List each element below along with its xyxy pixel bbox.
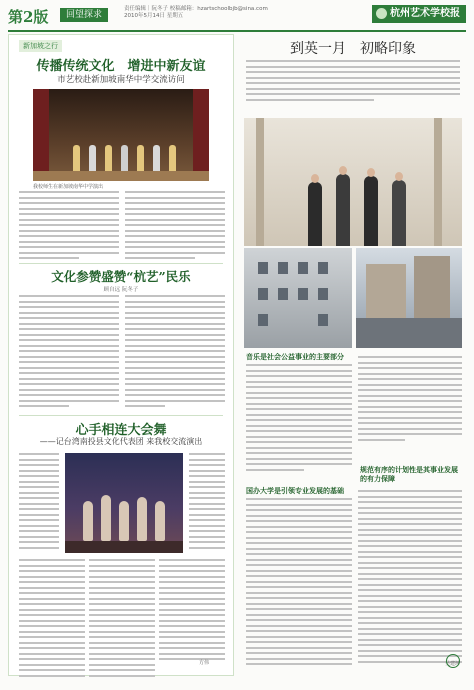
dance-performance-photo [65, 453, 183, 553]
person-head [311, 174, 319, 183]
performer [73, 145, 80, 171]
person-head [395, 172, 403, 181]
street [356, 318, 462, 348]
pillar [434, 118, 442, 246]
dancer [101, 495, 111, 541]
meta-editor: 责任编辑｜阮冬子 校稿邮箱：hzartschoolbjb@sina.com [124, 6, 268, 12]
building [366, 264, 406, 318]
masthead [8, 4, 466, 32]
pillar [256, 118, 264, 246]
section2-body [246, 498, 352, 669]
window [278, 288, 288, 300]
person [392, 180, 406, 246]
right-column [240, 34, 466, 674]
article1-headline: 传播传统文化 增进中新友谊 [36, 59, 206, 74]
curtain-right [193, 89, 209, 181]
person [336, 174, 350, 246]
group-photo [244, 118, 462, 246]
article3-body-col3 [159, 559, 225, 664]
section1-body-col1 [246, 364, 352, 474]
window [318, 314, 328, 326]
article2-headline: 文化参赞盛赞“杭艺”民乐 [51, 269, 191, 284]
window [298, 262, 308, 274]
article-divider [19, 263, 223, 264]
section1-title: 音乐是社会公益事业的主要部分 [246, 353, 344, 361]
section3-title: 规范有序的计划性是其事业发展的有力保障 [360, 466, 458, 483]
stage-floor [33, 171, 209, 181]
paper-brand [372, 5, 466, 23]
article2-body-col2 [125, 295, 225, 411]
section1-body-col2 [358, 356, 462, 444]
section2-title: 国办大学是引领专业发展的基础 [246, 487, 344, 495]
person [308, 182, 322, 246]
performer [105, 145, 112, 171]
article-divider [19, 415, 223, 416]
feature-intro [246, 60, 460, 104]
article1-subhead: 市艺校赴新加坡南华中学交流访问 [57, 75, 185, 85]
performer [169, 145, 176, 171]
person-head [339, 166, 347, 175]
article2-body-col1 [19, 295, 119, 411]
window [278, 262, 288, 274]
stage-floor [65, 541, 183, 553]
article3-subhead: ——记台湾南投县文化代表团 来我校交流演出 [39, 437, 203, 446]
page-number: 第2版 [8, 8, 49, 26]
school-logo-icon [376, 8, 387, 19]
window [258, 288, 268, 300]
column-tag: 新加坡之行 [19, 40, 62, 52]
curtain-left [33, 89, 49, 181]
performer [121, 145, 128, 171]
stage-performance-photo [33, 89, 209, 181]
window [318, 288, 328, 300]
window [298, 288, 308, 300]
article3-body-right [189, 453, 225, 552]
street-photo [356, 248, 462, 348]
window [318, 262, 328, 274]
masthead-meta [124, 6, 268, 20]
article1-body-col1 [19, 191, 119, 263]
performer [137, 145, 144, 171]
window [258, 262, 268, 274]
section3-body [358, 490, 462, 666]
article3-author: 方伟 [199, 660, 210, 666]
article1-body-col2 [125, 191, 225, 263]
feature-title: 到英一月 初略印象 [290, 41, 416, 57]
feature-author: 吴建坤 [444, 661, 460, 667]
window [258, 314, 268, 326]
article3-headline: 心手相连大会舞 [75, 423, 167, 438]
dancer [119, 501, 129, 541]
photo-caption: 我校师生在新加坡南华中学演出 [33, 184, 104, 190]
brand-name: 杭州艺术学校报 [390, 8, 460, 19]
building [414, 256, 450, 318]
dancer [155, 501, 165, 541]
dancer [137, 497, 147, 541]
dancer [83, 501, 93, 541]
meta-date: 2010年5月14日 星期五 [124, 13, 184, 19]
person [364, 176, 378, 246]
building-photo [244, 248, 352, 348]
article3-body-left [19, 453, 59, 552]
article2-byline: 顾自远 阮冬子 [103, 287, 139, 293]
performer [89, 145, 96, 171]
person-head [367, 168, 375, 177]
article3-body-col1 [19, 559, 85, 680]
seal-icon [446, 654, 460, 668]
left-column [8, 34, 234, 676]
article3-body-col2 [89, 559, 155, 680]
section-label: 回望探求 [60, 8, 108, 22]
performer [153, 145, 160, 171]
